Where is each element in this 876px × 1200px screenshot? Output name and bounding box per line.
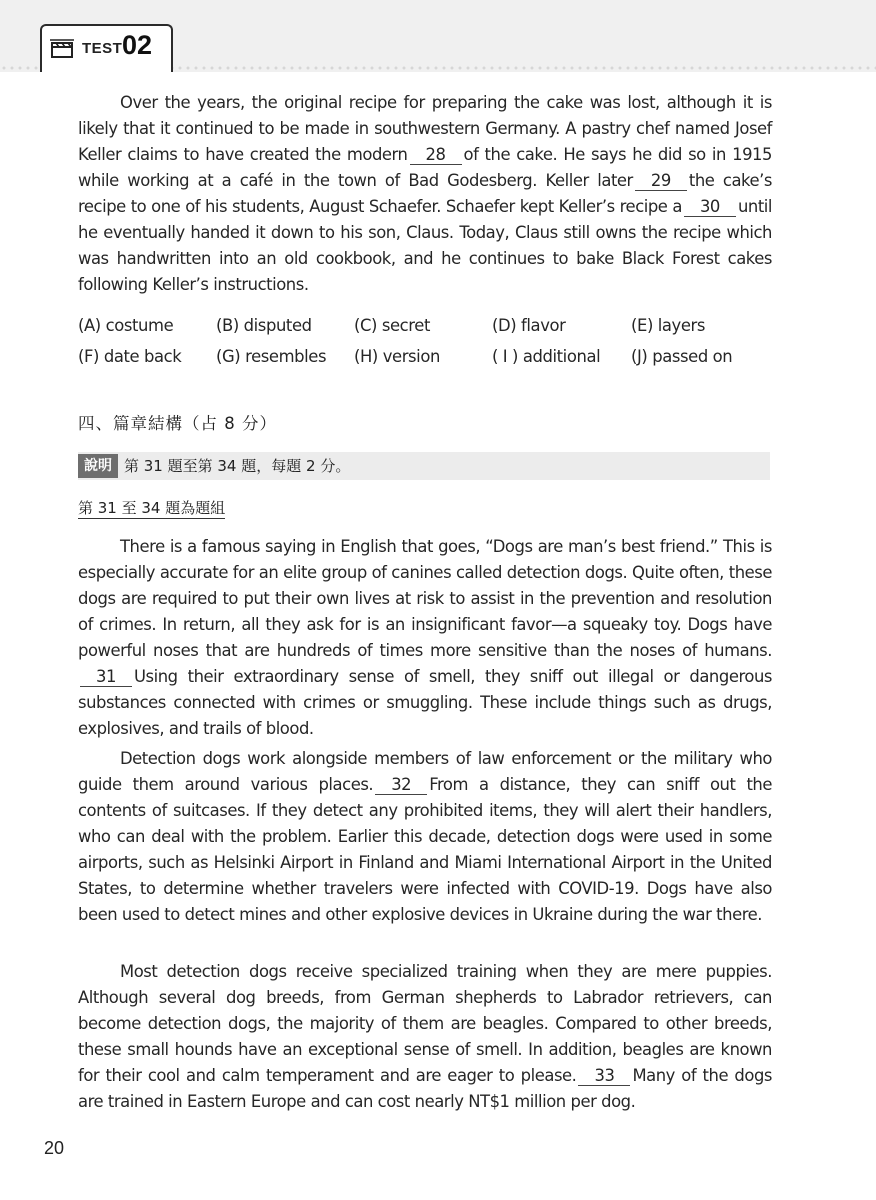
options-row (78, 341, 778, 372)
option-h: (H) version (354, 347, 440, 366)
option-d: (D) flavor (492, 316, 566, 335)
answer-options (78, 310, 778, 372)
text-segment: Most detection dogs receive specialized training when they are mere puppies. Although several dog breeds, from German shepherds to Labrador retrievers, can become detection dogs, the majority of them are beagles. Compared to other breeds, these small hounds have an exceptional sense of smell. In addition, beagles are known for their cool and calm temperament and are eager to please. (78, 962, 772, 1085)
blank-33: 33 (578, 1067, 630, 1086)
text-segment: Over the years, the original recipe for preparing the cake was lost, although it is likely that it continued to be made in southwestern Germany. A pastry chef named Josef Keller claims to have created the modern (78, 93, 772, 164)
option-g: (G) resembles (216, 347, 327, 366)
passage-b-paragraph-3 (78, 959, 772, 1115)
option-a: (A) costume (78, 316, 174, 335)
text-segment: Detection dogs work alongside members of law enforcement or the military who guide them around various places. (78, 749, 772, 794)
text-segment: until he eventually handed it down to his son, Claus. Today, Claus still owns the recipe which was handwritten into an old cookbook, and he continues to bake Black Forest cakes following Keller’s instructions. (78, 197, 772, 294)
passage-a-paragraph (78, 90, 772, 298)
option-e: (E) layers (631, 316, 706, 335)
blank-28: 28 (410, 146, 462, 165)
option-c: (C) secret (354, 316, 430, 335)
instruction-badge: 說明 (78, 454, 118, 478)
text-segment: the cake’s recipe to one of his students, August Schaefer. Schaefer kept Keller’s recipe a (78, 171, 772, 216)
option-f: (F) date back (78, 347, 182, 366)
blank-32: 32 (375, 776, 427, 795)
test-tab (40, 24, 173, 72)
blank-30: 30 (684, 198, 736, 217)
instruction-bar (78, 452, 770, 480)
option-j: (J) passed on (631, 347, 733, 366)
clapperboard-icon (50, 36, 76, 62)
text-segment: There is a famous saying in English that goes, “Dogs are man’s best friend.” This is especially accurate for an elite group of canines called detection dogs. Quite often, these dogs are required to put their own lives at risk to assist in the prevention and resolution of crimes. In return, all they ask for is an insignificant favor—a squeaky toy. Dogs have powerful noses that are hundreds of times more sensitive than the noses of humans. (78, 537, 772, 660)
instruction-text: 第 31 題至第 34 題，每題 2 分。 (124, 457, 351, 475)
blank-31: 31 (80, 668, 132, 687)
text-segment: Many of the dogs are trained in Eastern Europe and can cost nearly NT$1 million per dog. (78, 1066, 772, 1111)
test-label: TEST (82, 40, 123, 57)
section-title: 四、篇章結構（占 8 分） (78, 414, 277, 433)
options-row (78, 310, 778, 341)
option-b: (B) disputed (216, 316, 312, 335)
text-segment: Using their extraordinary sense of smell, they sniff out illegal or dangerous substances connected with crimes or smuggling. These include things such as drugs, explosives, and trails of blood. (78, 667, 772, 738)
question-group-label: 第 31 至 34 題為題組 (78, 499, 226, 517)
passage-b-paragraph-1 (78, 534, 772, 742)
text-segment: From a distance, they can sniff out the contents of suitcases. If they detect any prohibited items, they will alert their handlers, who can deal with the problem. Earlier this decade, detection dogs were used in some airports, such as Helsinki Airport in Finland and Miami International Airport in the United States, to determine whether travelers were infected with COVID-19. Dogs have also been used to detect mines and other explosive devices in Ukraine during the war there. (78, 775, 772, 924)
test-number: 02 (122, 30, 153, 60)
page-header (0, 0, 876, 72)
text-segment: of the cake. He says he did so in 1915 while working at a café in the town of Bad Godesberg. Keller later (78, 145, 773, 190)
passage-b-paragraph-2 (78, 746, 772, 928)
option-i: ( I ) additional (492, 347, 601, 366)
blank-29: 29 (635, 172, 687, 191)
page-number: 20 (44, 1138, 65, 1158)
